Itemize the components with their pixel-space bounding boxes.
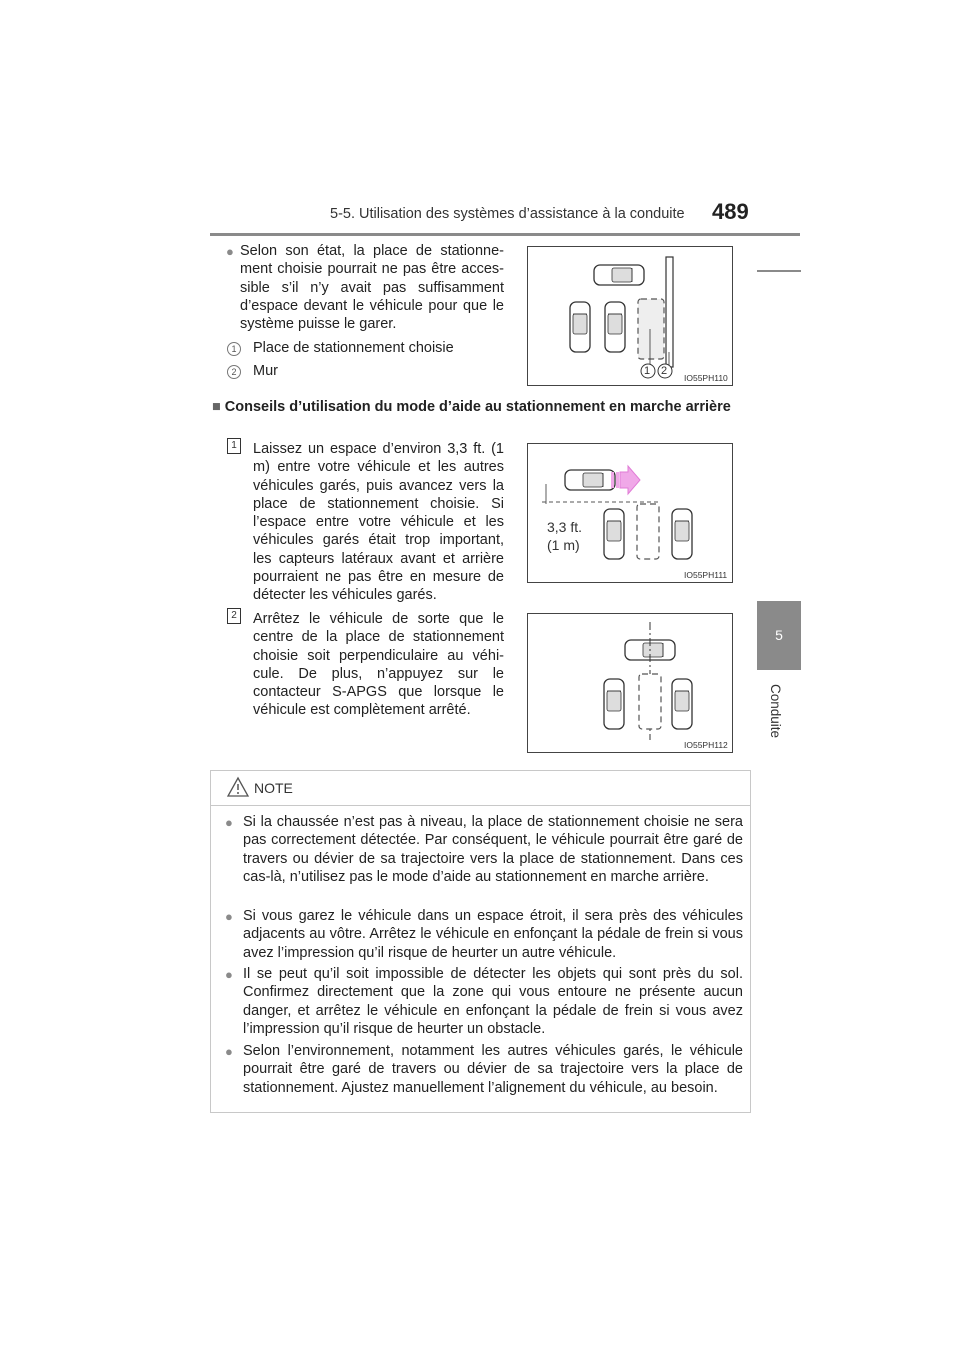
figure-stop-position [527,613,733,753]
header-rule [210,233,800,236]
step-2-text: Arrêtez le véhicule de sorte que le centre de la place de stationnement choisie soit perpendiculaire au véhi-cule. De plus, n’appuyez sur le contacteur S-APGS que lorsque le véhicule est complètement arrêté. [253,611,504,719]
distance-metric: (1 m) [547,537,580,553]
callout-1: 1 [644,365,651,377]
step-number-2: 2 [227,608,241,624]
callout-2: 2 [661,365,668,377]
note-box [210,770,751,1113]
note-bullet-icon: ● [225,909,233,924]
stop-position-diagram [528,614,732,752]
tips-heading-text: Conseils d’utilisation du mode d’aide au stationnement en marche arrière [224,399,731,415]
square-bullet-icon: ■ [212,399,221,415]
note-bullet-icon: ● [225,1044,233,1059]
note-bullet-icon: ● [225,815,233,830]
figure-code: IO55PH112 [684,740,728,750]
chapter-label: Conduite [768,684,783,739]
tips-heading [212,398,748,416]
legend-text-1: Place de stationnement choisie [253,340,454,356]
note-item-3: Il se peut qu’il soit impossible de détecter les objets qui sont près du sol. Confirmez directement que la zone qui vous entoure ne présente aucun danger, et arrêtez le véhicule en enfonçant la pédale de frein si vous avez l’impression qu’il risque de heurter un obstacle. [243,966,743,1037]
legend-number-2: 2 [227,365,241,379]
note-item-1: Si la chaussée n’est pas à niveau, la place de stationnement choisie ne sera pas correctement détectée. Par conséquent, le véhicule pourrait être garé de travers ou dévier de sa trajectoire vers la place de stationnement. Dans ces cas-là, n’utilisez pas le mode d’aide au stationnement en marche arrière. [243,814,743,885]
section-title: 5-5. Utilisation des systèmes d’assistance à la conduite [330,206,685,222]
intro-paragraph: Selon son état, la place de stationne-ment choisie pourrait ne pas être acces-sible s’il n’y avait pas suffisamment d’espace devant le véhicule pour que le système puisse le garer. [240,243,504,333]
figure-code: IO55PH110 [684,373,728,383]
side-tab-rule [757,270,801,272]
note-item-2: Si vous garez le véhicule dans un espace étroit, il sera près des véhicules adjacents au vôtre. Arrêtez le véhicule en enfonçant la pédale de frein si vous avez l’impression qu’il risque de heurter un autre véhicule. [243,908,743,961]
figure-code: IO55PH111 [684,570,728,580]
note-header [211,771,750,806]
page-number: 489 [712,199,749,224]
note-title: NOTE [254,780,293,796]
legend-number-1: 1 [227,342,241,356]
approach-diagram [528,444,732,582]
parking-diagram [528,247,732,385]
bullet-icon: ● [226,244,234,259]
note-bullet-icon: ● [225,967,233,982]
legend-text-2: Mur [253,363,278,379]
chapter-tab: 5 [757,601,801,670]
distance-label: 3,3 ft. [547,519,583,535]
step-number-1: 1 [227,438,241,454]
step-1-text: Laissez un espace d’environ 3,3 ft. (1 m) entre votre véhicule et les autres véhicules garés, puis avancez vers la place de stationnement choisie. Si l’espace entre votre véhicule et les véhicules garés était trop important, les capteurs latéraux avant et arrière pourraient ne pas être en mesure de détecter les véhicules garés. [253,441,504,604]
figure-parking-space-wall [527,246,733,386]
figure-approach [527,443,733,583]
warning-triangle-icon [226,776,250,798]
note-item-4: Selon l’environnement, notamment les autres véhicules garés, le véhicule pourrait être garé de travers ou dévier de sa trajectoire vers la place de stationnement. Ajustez manuellement l’alignement du véhicule, au besoin. [243,1043,743,1096]
